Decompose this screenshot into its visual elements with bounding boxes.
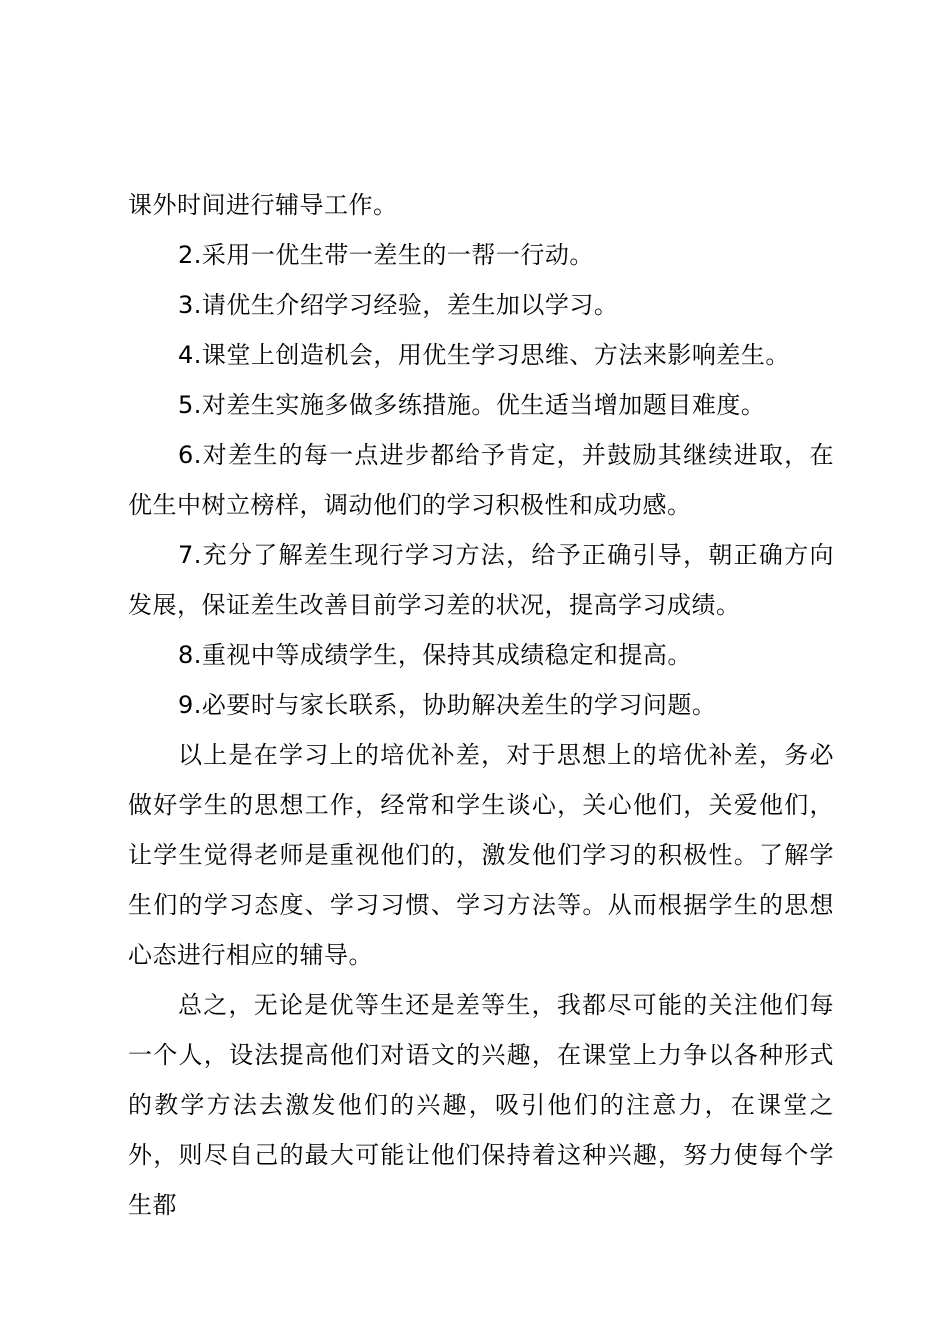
document-body (128, 180, 834, 1230)
paragraph-thinking: 以上是在学习上的培优补差，对于思想上的培优补差，务必做好学生的思想工作，经常和学生谈心，关心他们，关爱他们，让学生觉得老师是重视他们的，激发他们学习的积极性。了解学生们的学习态度、学习习惯、学习方法等。从而根据学生的思想心态进行相应的辅导。 (128, 741, 834, 969)
paragraph-item-9: 9.必要时与家长联系，协助解决差生的学习问题。 (178, 691, 717, 719)
paragraph-summary: 总之，无论是优等生还是差等生，我都尽可能的关注他们每一个人，设法提高他们对语文的兴趣，在课堂上力争以各种形式的教学方法去激发他们的兴趣，吸引他们的注意力，在课堂之外，则尽自己的最大可能让他们保持着这种兴趣，努力使每个学生都 (128, 991, 834, 1219)
paragraph-item-4: 4.课堂上创造机会，用优生学习思维、方法来影响差生。 (178, 341, 790, 369)
paragraph-item-7: 7.充分了解差生现行学习方法，给予正确引导，朝正确方向发展，保证差生改善目前学习差的状况，提高学习成绩。 (128, 541, 834, 619)
paragraph-item-2: 2.采用一优生带一差生的一帮一行动。 (178, 241, 594, 269)
paragraph-item-8: 8.重视中等成绩学生，保持其成绩稳定和提高。 (178, 641, 692, 669)
paragraph-continuation: 课外时间进行辅导工作。 (128, 191, 398, 219)
paragraph-item-3: 3.请优生介绍学习经验，差生加以学习。 (178, 291, 619, 319)
paragraph-item-6: 6.对差生的每一点进步都给予肯定，并鼓励其继续进取，在优生中树立榜样，调动他们的学习积极性和成功感。 (128, 441, 834, 519)
paragraph-item-5: 5.对差生实施多做多练措施。优生适当增加题目难度。 (178, 391, 766, 419)
